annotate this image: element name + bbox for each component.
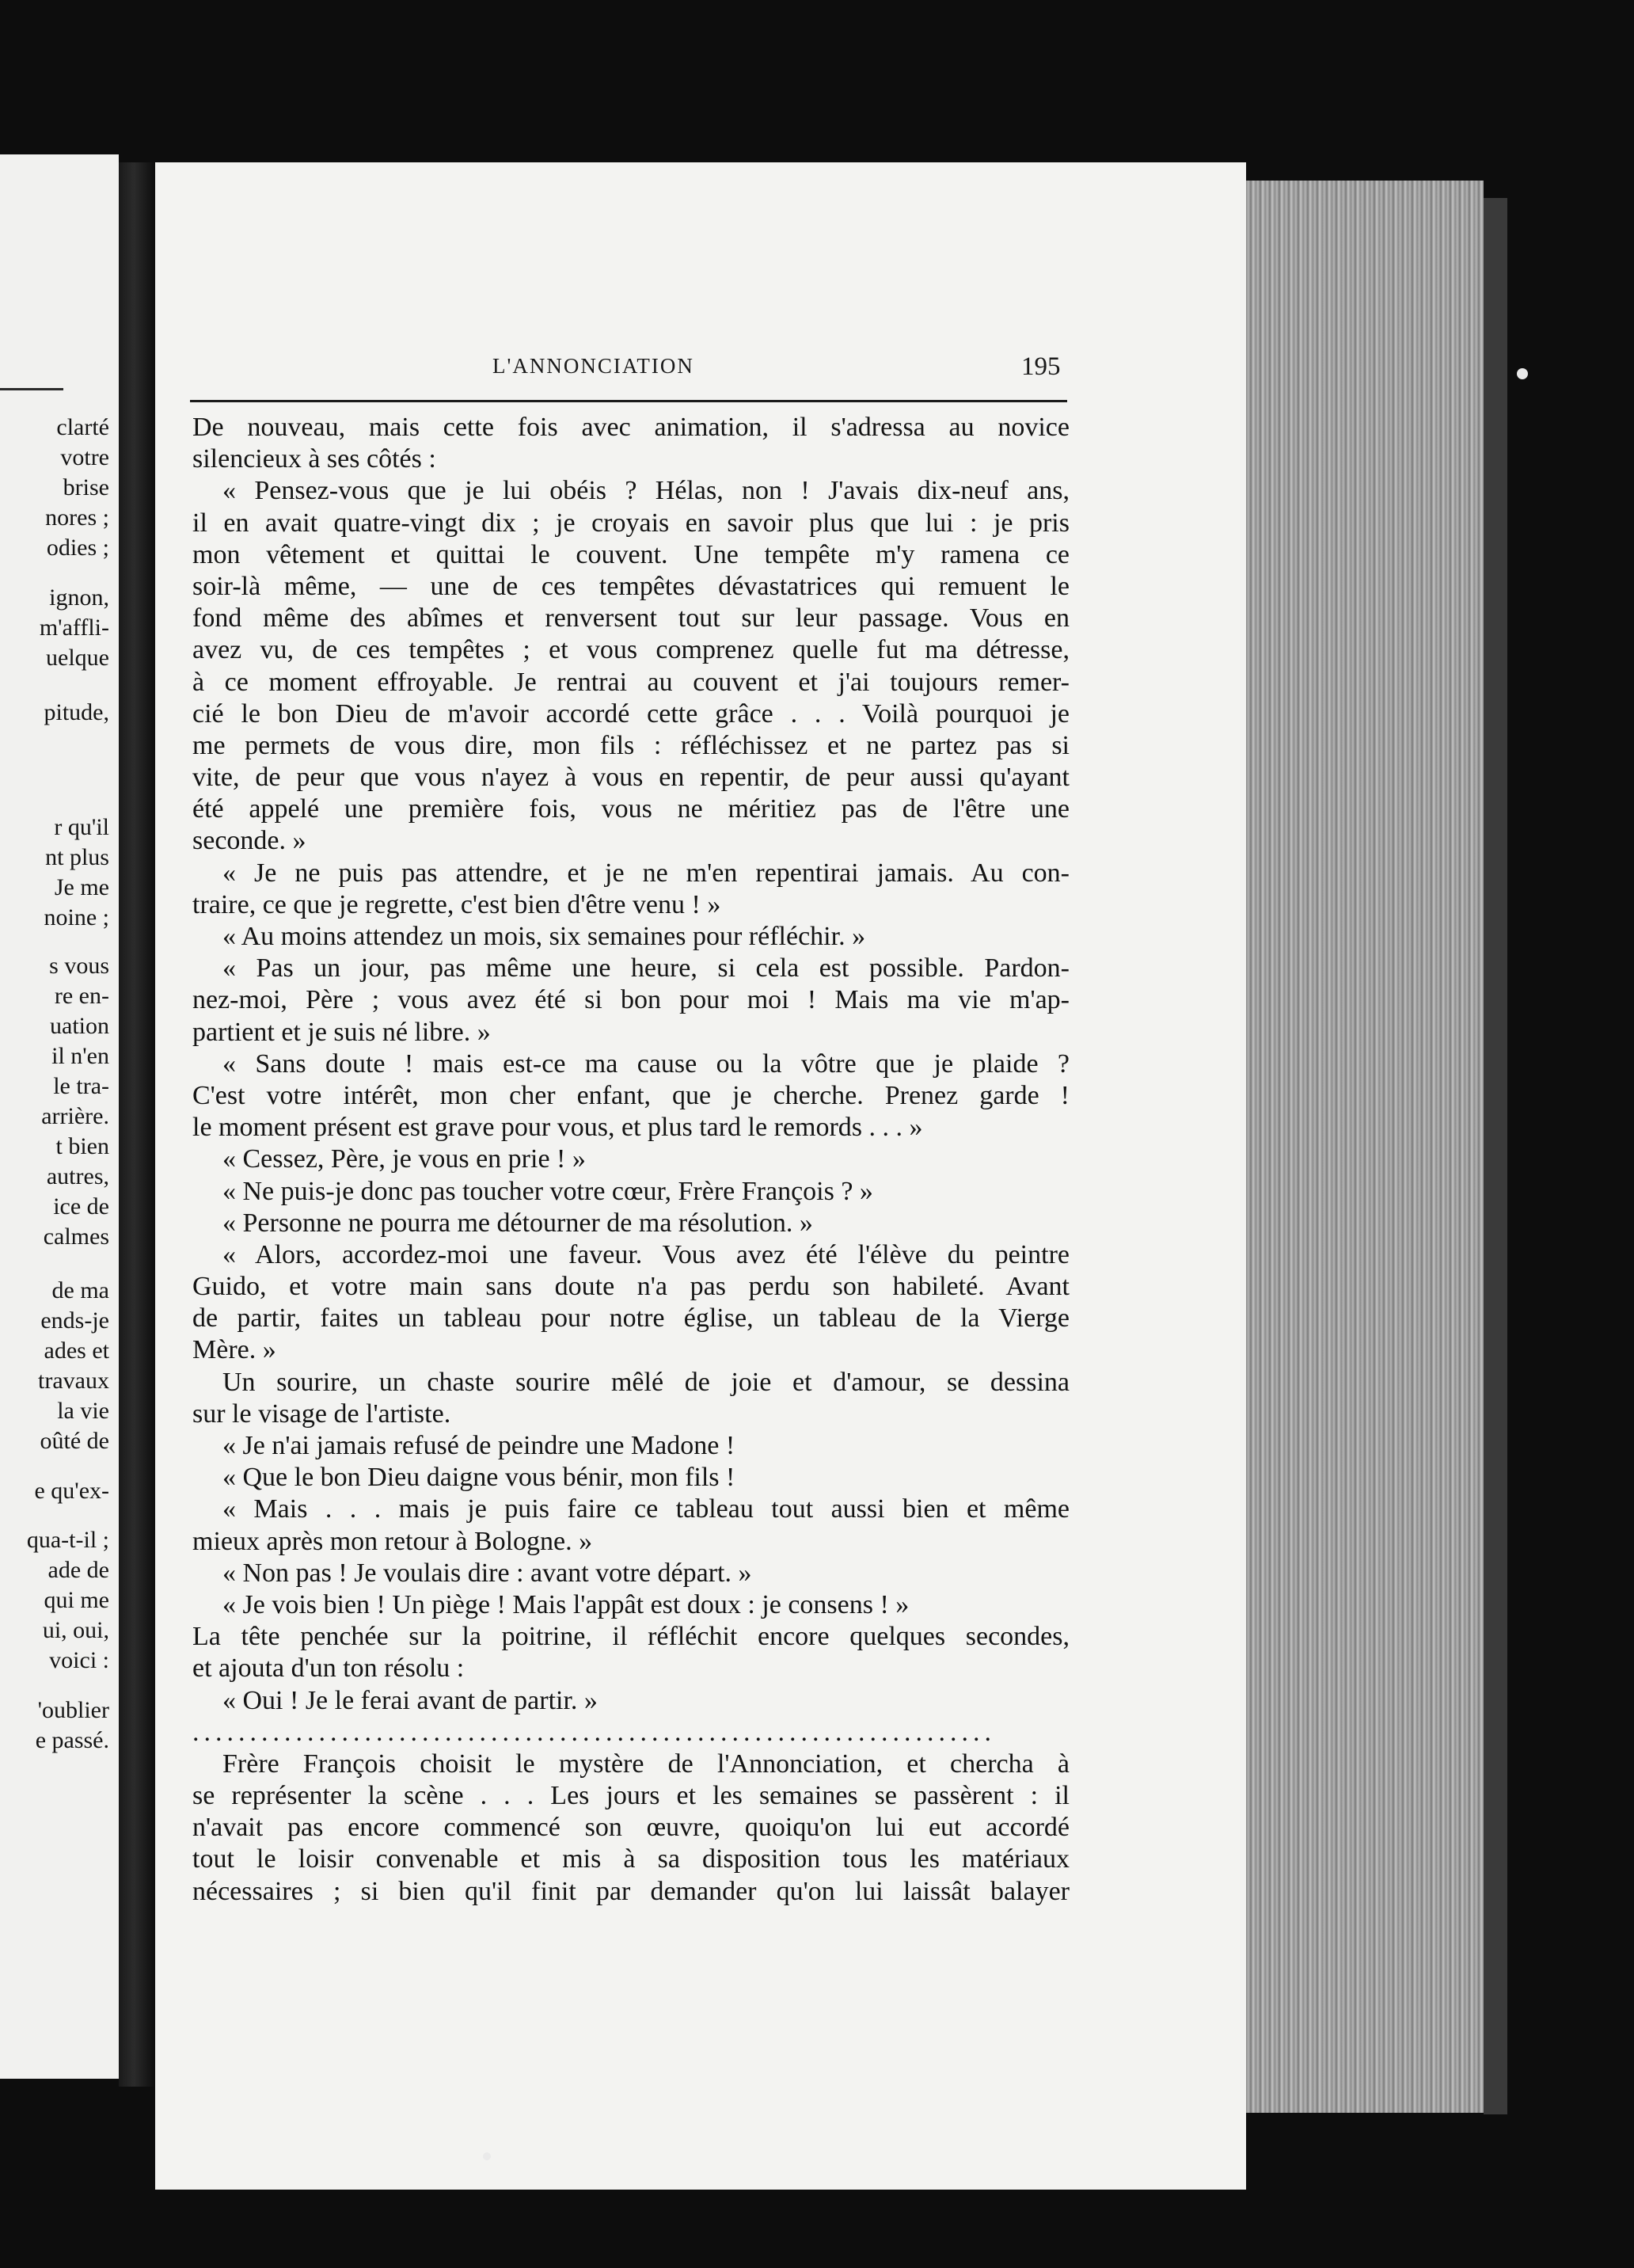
- text-line: « Alors, accordez-moi une faveur. Vous avez été l'élève du peintre: [222, 1239, 1070, 1269]
- facing-page-line: r qu'il: [54, 814, 109, 840]
- text-line: à ce moment effroyable. Je rentrai au couvent et j'ai toujours remer-: [192, 667, 1070, 697]
- text-line: Mère. »: [192, 1335, 276, 1365]
- book-cover-edge: [1484, 198, 1507, 2114]
- page-edges: [1246, 181, 1484, 2113]
- facing-page-line: noine ;: [44, 904, 109, 930]
- facing-page-line: nores ;: [45, 504, 109, 531]
- facing-page-line: ends-je: [40, 1307, 109, 1334]
- facing-page-line: m'affli-: [39, 615, 109, 641]
- text-line: se représenter la scène . . . Les jours et les semaines se passèrent : il: [192, 1781, 1070, 1811]
- facing-page-line: nt plus: [45, 844, 109, 870]
- text-line: « Je ne puis pas attendre, et je ne m'en repentirai jamais. Au con-: [222, 858, 1070, 888]
- text-line: partient et je suis né libre. »: [192, 1017, 491, 1047]
- facing-page-line: de ma: [51, 1277, 109, 1303]
- text-line: La tête penchée sur la poitrine, il réfléchit encore quelques secondes,: [192, 1622, 1070, 1652]
- text-line: silencieux à ses côtés :: [192, 444, 436, 474]
- facing-page-line: calmes: [43, 1223, 109, 1250]
- text-line: avez vu, de ces tempêtes ; et vous comprenez quelle fut ma détresse,: [192, 635, 1070, 665]
- text-line: ......................................................................: [192, 1717, 996, 1747]
- text-line: « Que le bon Dieu daigne vous bénir, mon fils !: [222, 1463, 735, 1493]
- facing-page-line: la vie: [57, 1398, 109, 1424]
- text-line: « Non pas ! Je voulais dire : avant votre départ. »: [222, 1558, 752, 1588]
- facing-page-line: t bien: [55, 1133, 109, 1159]
- text-line: De nouveau, mais cette fois avec animation, il s'adressa au novice: [192, 413, 1070, 442]
- text-line: n'avait pas encore commencé son œuvre, quoiqu'on lui eut accordé: [192, 1813, 1070, 1843]
- text-line: « Oui ! Je le ferai avant de partir. »: [222, 1685, 598, 1715]
- text-line: de partir, faites un tableau pour notre église, un tableau de la Vierge: [192, 1303, 1070, 1334]
- text-line: « Pas un jour, pas même une heure, si cela est possible. Pardon-: [222, 953, 1070, 984]
- running-head: L'ANNONCIATION: [492, 354, 694, 378]
- text-line: cié le bon Dieu de m'avoir accordé cette grâce . . . Voilà pourquoi je: [192, 698, 1070, 729]
- facing-page-line: brise: [63, 474, 109, 500]
- facing-page-line: le tra-: [53, 1073, 109, 1099]
- facing-page-line: ignon,: [49, 584, 109, 611]
- text-line: soir-là même, — une de ces tempêtes dévastatrices qui remuent le: [192, 571, 1070, 601]
- facing-page-line: qui me: [44, 1587, 109, 1613]
- text-line: vite, de peur que vous n'ayez à vous en repentir, de peur aussi qu'ayant: [192, 763, 1070, 793]
- facing-page-line: il n'en: [51, 1043, 109, 1069]
- text-line: été appelé une première fois, vous ne méritiez pas de l'être une: [192, 794, 1070, 824]
- facing-page-rule: [0, 388, 63, 390]
- facing-page-line: uelque: [46, 645, 109, 671]
- text-line: « Je vois bien ! Un piège ! Mais l'appât est doux : je consens ! »: [222, 1589, 910, 1619]
- facing-page-line: ades et: [44, 1338, 109, 1364]
- text-line: Frère François choisit le mystère de l'Annonciation, et chercha à: [222, 1749, 1070, 1779]
- text-line: « Mais . . . mais je puis faire ce tableau tout aussi bien et même: [222, 1494, 1070, 1524]
- facing-page-line: ice de: [53, 1193, 109, 1220]
- body-text: [192, 412, 1070, 1908]
- facing-page-line: e qu'ex-: [34, 1478, 109, 1504]
- facing-page-line: ade de: [48, 1557, 109, 1583]
- facing-page-line: oûté de: [40, 1428, 109, 1454]
- facing-page-line: re en-: [54, 983, 109, 1009]
- facing-page-line: qua-t-il ;: [26, 1527, 109, 1553]
- text-line: mieux après mon retour à Bologne. »: [192, 1526, 593, 1556]
- facing-page-line: clarté: [56, 414, 109, 440]
- facing-page-line: odies ;: [46, 535, 109, 561]
- facing-page-line: voici :: [49, 1647, 109, 1673]
- text-line: nécessaires ; si bien qu'il finit par demander qu'on lui laissât balayer: [192, 1876, 1070, 1906]
- scan-speck: [1517, 368, 1528, 379]
- text-line: me permets de vous dire, mon fils : réfléchissez et ne partez pas si: [192, 730, 1070, 760]
- text-line: nez-moi, Père ; vous avez été si bon pour moi ! Mais ma vie m'ap-: [192, 985, 1070, 1015]
- facing-page-line: e passé.: [35, 1727, 109, 1753]
- text-line: « Je n'ai jamais refusé de peindre une Madone !: [222, 1431, 735, 1460]
- text-line: « Au moins attendez un mois, six semaines pour réfléchir. »: [222, 922, 866, 951]
- facing-page-line: uation: [50, 1013, 109, 1039]
- text-line: Guido, et votre main sans doute n'a pas perdu son habileté. Avant: [192, 1272, 1070, 1302]
- book-gutter: [119, 162, 157, 2087]
- text-line: seconde. »: [192, 826, 306, 856]
- text-line: « Sans doute ! mais est-ce ma cause ou la vôtre que je plaide ?: [222, 1048, 1070, 1079]
- text-line: le moment présent est grave pour vous, et plus tard le remords . . . »: [192, 1113, 923, 1143]
- text-line: C'est votre intérêt, mon cher enfant, que je cherche. Prenez garde !: [192, 1080, 1070, 1110]
- text-line: « Personne ne pourra me détourner de ma résolution. »: [222, 1208, 813, 1238]
- text-line: traire, ce que je regrette, c'est bien d'être venu ! »: [192, 889, 721, 919]
- facing-page-line: autres,: [46, 1163, 109, 1189]
- text-line: et ajouta d'un ton résolu :: [192, 1653, 465, 1684]
- text-line: mon vêtement et quittai le couvent. Une tempête m'y ramena ce: [192, 539, 1070, 569]
- facing-page-line: votre: [60, 444, 109, 470]
- text-line: « Ne puis-je donc pas toucher votre cœur, Frère François ? »: [222, 1176, 873, 1206]
- text-line: fond même des abîmes et renversent tout sur leur passage. Vous en: [192, 603, 1070, 634]
- facing-page-line: ui, oui,: [42, 1617, 109, 1643]
- facing-page-line: arrière.: [41, 1103, 109, 1129]
- text-line: Un sourire, un chaste sourire mêlé de joie et d'amour, se dessina: [222, 1367, 1070, 1397]
- facing-page-line: pitude,: [44, 699, 109, 725]
- text-line: tout le loisir convenable et mis à sa disposition tous les matériaux: [192, 1844, 1070, 1874]
- facing-page-line: 'oublier: [37, 1697, 109, 1723]
- text-line: « Pensez-vous que je lui obéis ? Hélas, non ! J'avais dix-neuf ans,: [222, 476, 1070, 506]
- facing-page-left: [0, 154, 119, 2079]
- header-rule: [190, 400, 1067, 402]
- facing-page-line: s vous: [49, 953, 109, 979]
- text-line: il en avait quatre-vingt dix ; je croyais en savoir plus que lui : je pris: [192, 508, 1070, 538]
- text-line: sur le visage de l'artiste.: [192, 1398, 451, 1429]
- text-line: « Cessez, Père, je vous en prie ! »: [222, 1144, 586, 1174]
- facing-page-line: travaux: [38, 1368, 109, 1394]
- facing-page-line: Je me: [54, 874, 109, 900]
- page-number: 195: [1021, 352, 1061, 381]
- scan-speck: [483, 2152, 491, 2160]
